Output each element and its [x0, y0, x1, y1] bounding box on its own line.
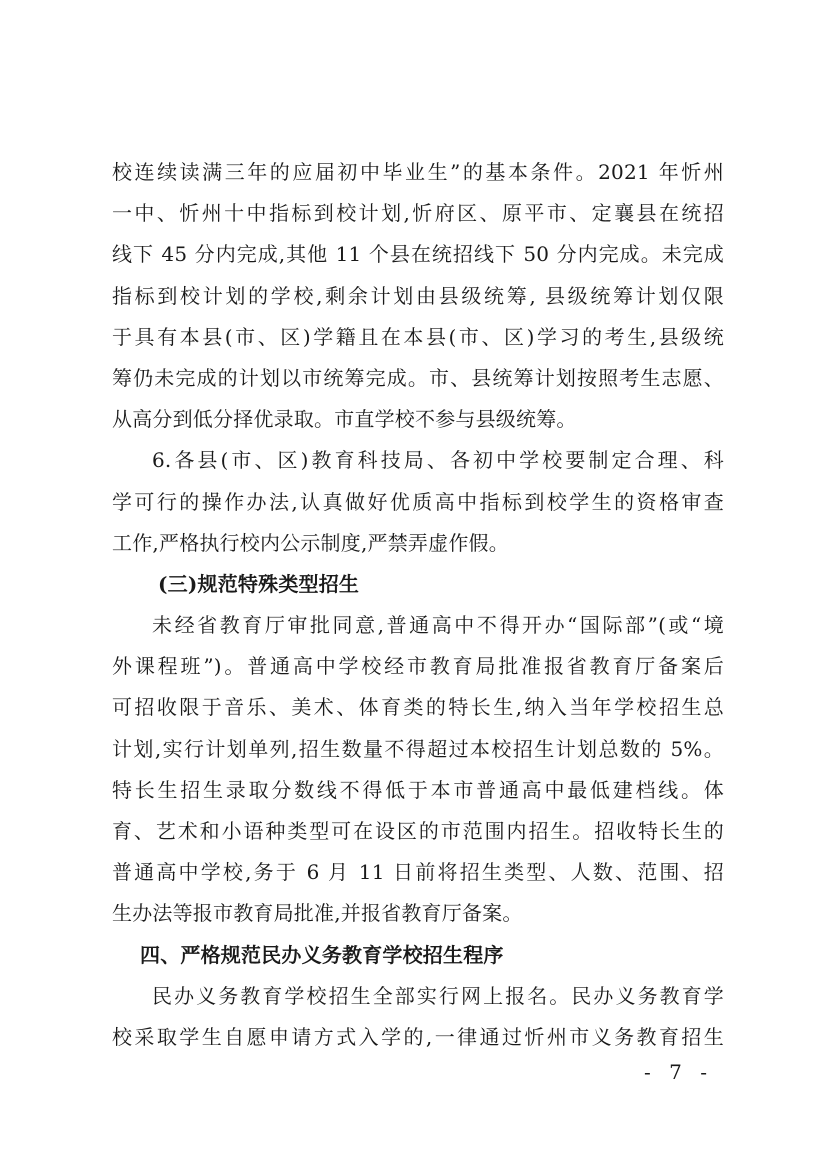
text-line: 校连续读满三年的应届初中毕业生”的基本条件。2021 年忻州 — [112, 160, 724, 184]
text-line: 生办法等报市教育局批准,并报省教育厅备案。 — [112, 901, 523, 926]
text-line: 从高分到低分择优录取。市直学校不参与县级统筹。 — [112, 407, 577, 432]
text-line: 普通高中学校,务于 6 月 11 日前将招生类型、人数、范围、招 — [112, 860, 724, 885]
section-heading: (三)规范特殊类型招生 — [158, 571, 360, 596]
text-line: 筹仍未完成的计划以市统筹完成。市、县统筹计划按照考生志愿、 — [112, 365, 724, 390]
text-line: 特长生招生录取分数线不得低于本市普通高中最低建档线。体 — [112, 777, 724, 802]
body-text — [112, 152, 724, 1058]
paragraph-start-line: 民办义务教育学校招生全部实行网上报名。民办义务教育学 — [152, 983, 724, 1008]
text-line: 一中、忻州十中指标到校计划,忻府区、原平市、定襄县在统招 — [112, 201, 724, 226]
text-line: 外课程班”)。普通高中学校经市教育局批准报省教育厅备案后 — [112, 654, 724, 679]
text-line: 工作,严格执行校内公示制度,严禁弄虚作假。 — [112, 530, 509, 555]
text-line: 指标到校计划的学校,剩余计划由县级统筹, 县级统筹计划仅限 — [112, 283, 724, 308]
text-line: 于具有本县(市、区)学籍且在本县(市、区)学习的考生,县级统 — [112, 324, 724, 349]
paragraph-start-line: 6.各县(市、区)教育科技局、各初中学校要制定合理、科 — [152, 448, 724, 473]
text-line: 计划,实行计划单列,招生数量不得超过本校招生计划总数的 5%。 — [112, 736, 724, 761]
text-line: 校采取学生自愿申请方式入学的,一律通过忻州市义务教育招生 — [112, 1024, 724, 1049]
chapter-heading: 四、严格规范民办义务教育学校招生程序 — [140, 942, 504, 967]
paragraph-start-line: 未经省教育厅审批同意,普通高中不得开办“国际部”(或“境 — [152, 613, 724, 638]
text-line: 育、艺术和小语种类型可在设区的市范围内招生。招收特长生的 — [112, 819, 724, 843]
page-number: - 7 - — [644, 1060, 713, 1084]
text-line: 线下 45 分内完成,其他 11 个县在统招线下 50 分内完成。未完成 — [112, 242, 724, 267]
text-line: 可招收限于音乐、美术、体育类的特长生,纳入当年学校招生总 — [112, 695, 724, 720]
text-line: 学可行的操作办法,认真做好优质高中指标到校学生的资格审查 — [112, 489, 724, 514]
